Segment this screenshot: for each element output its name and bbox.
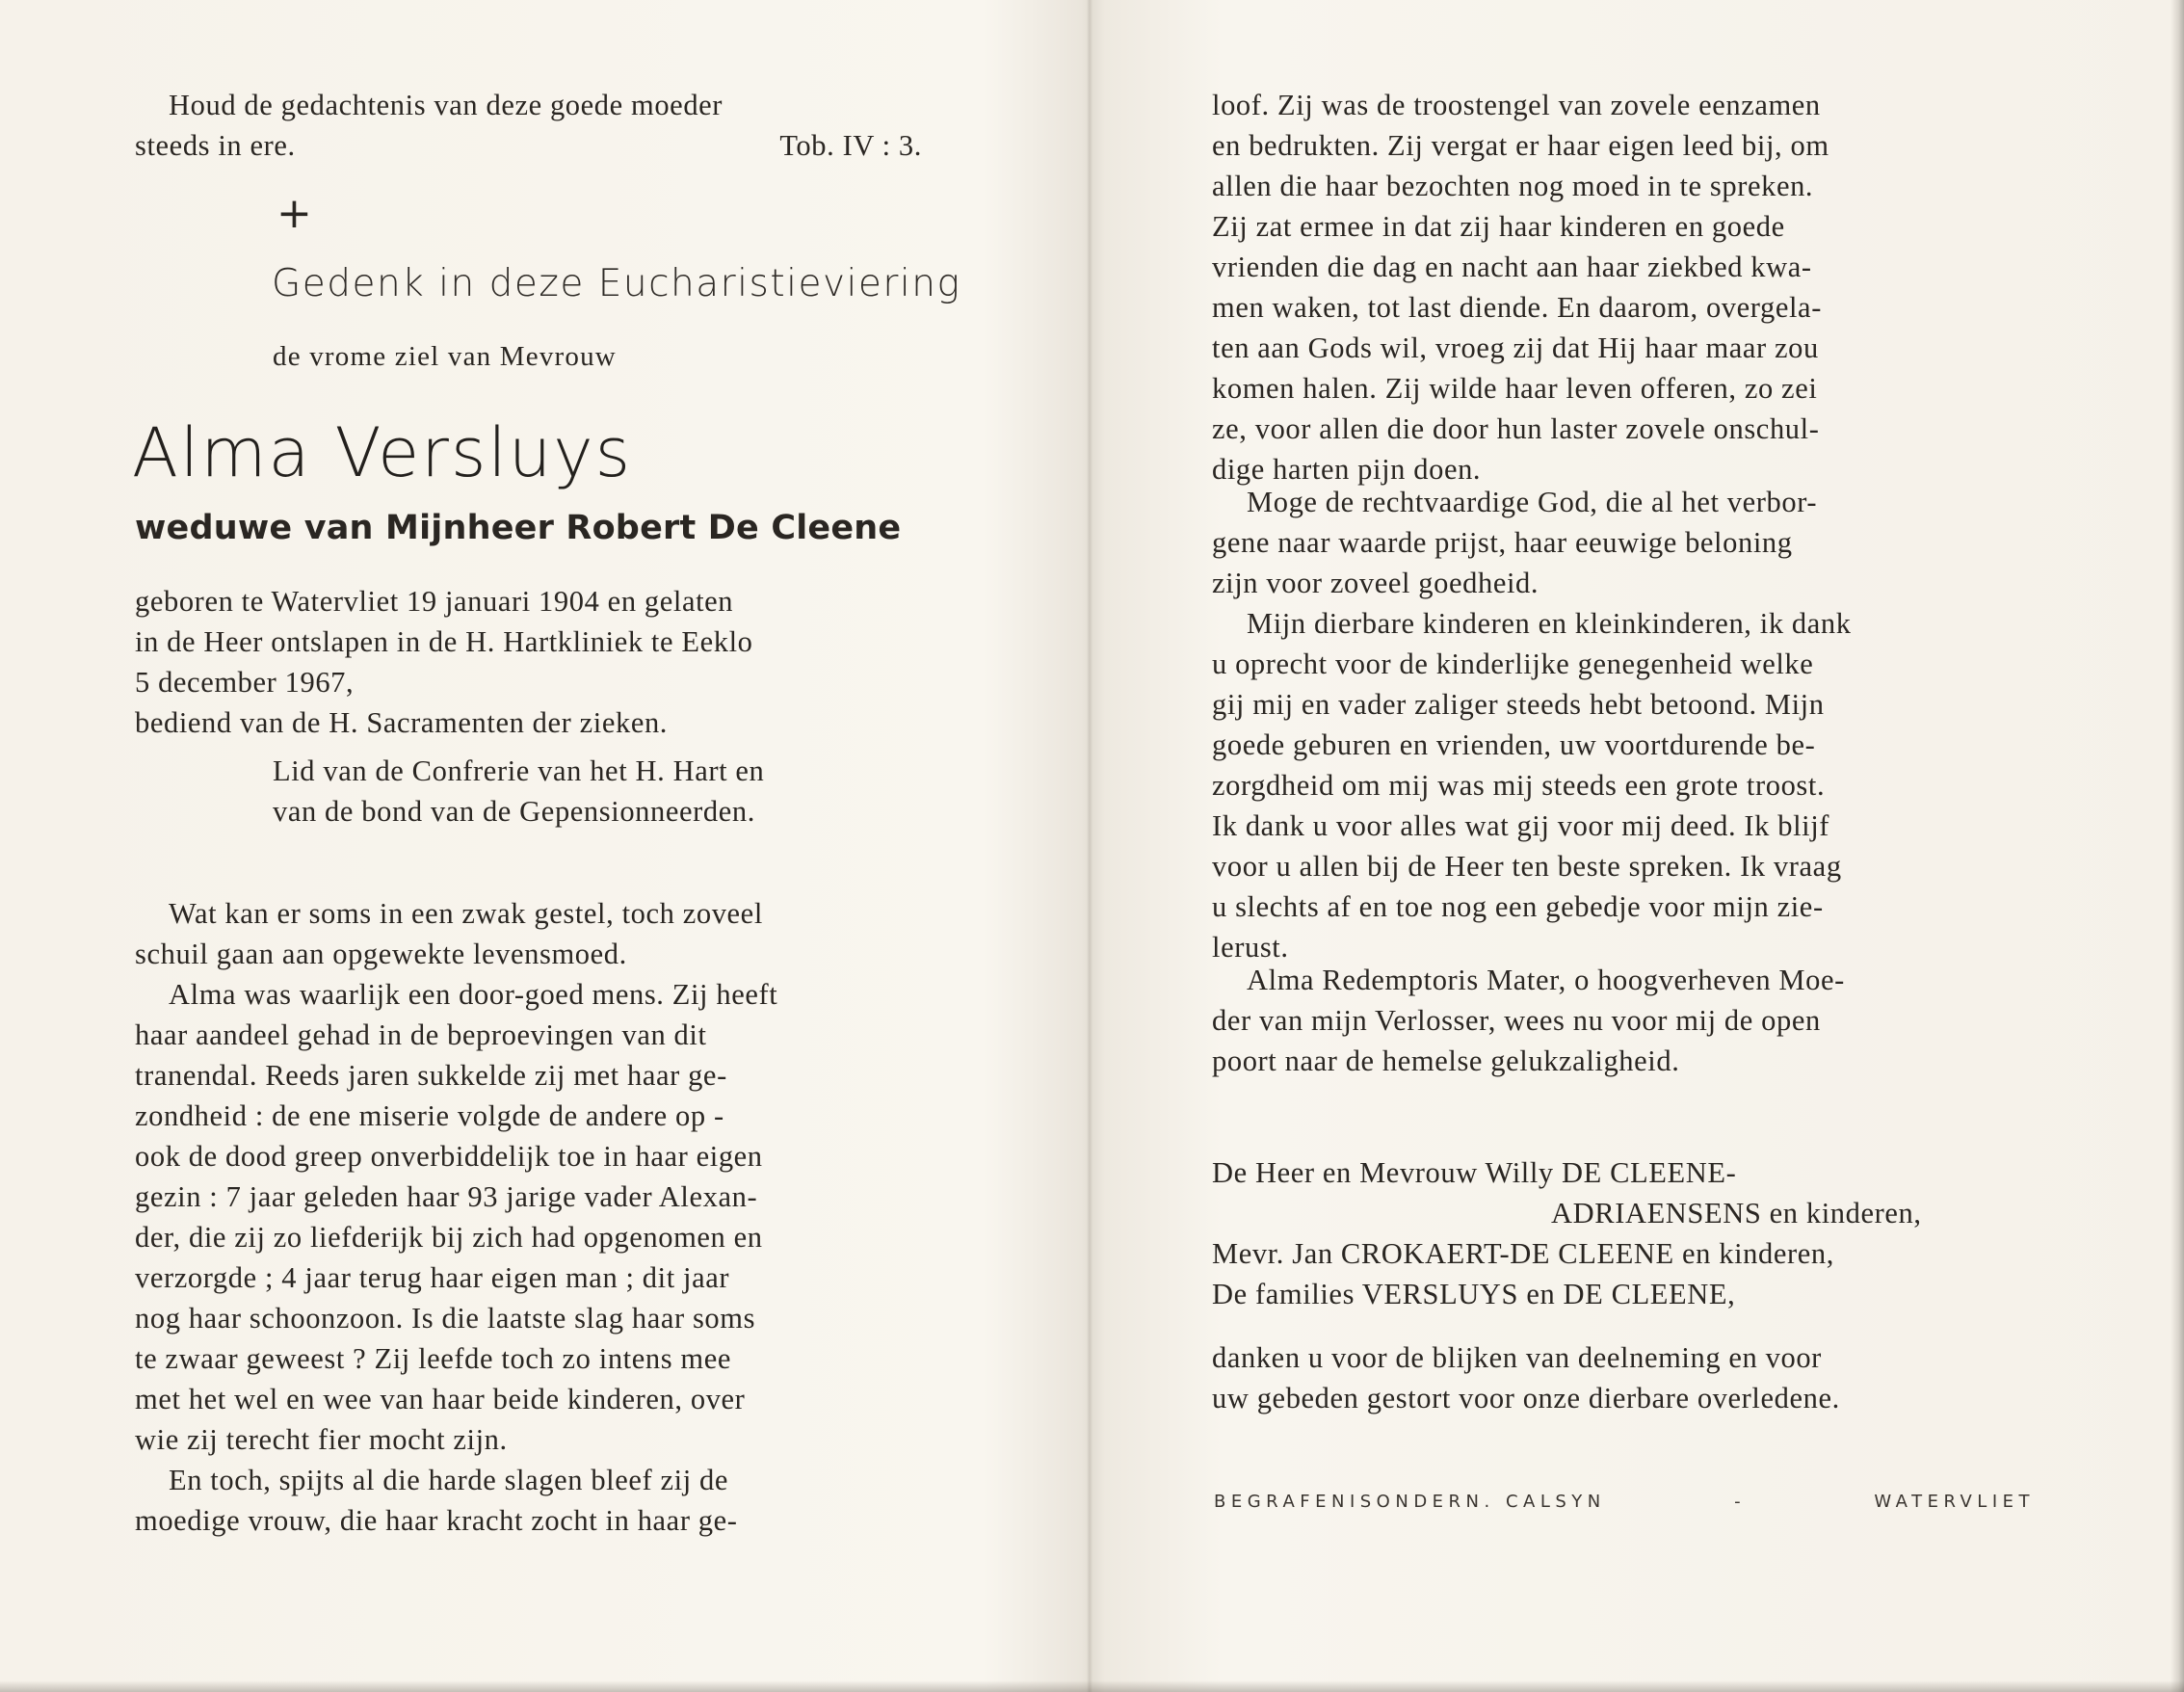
body-line-14: wie zij terecht fier mocht zijn. [135,1423,508,1456]
right-body-line-24: der van mijn Verlosser, wees nu voor mij de open [1212,1004,1821,1037]
right-body-line-19: Ik dank u voor alles wat gij voor mij deed. Ik blijf [1212,809,1830,842]
membership-line-1: Lid van de Confrerie van het H. Hart en [273,754,765,787]
right-body-line-17: goede geburen en vrienden, uw voortdurende be- [1212,728,1816,761]
deceased-name: Alma Versluys [132,413,633,492]
thanks-line-1: danken u voor de blijken van deelneming en voor [1212,1341,1822,1374]
body-line-8: gezin : 7 jaar geleden haar 93 jarige vader Alexan- [135,1180,758,1213]
right-body-line-11: Moge de rechtvaardige God, die al het verbor- [1247,486,1818,518]
heading-gedenk: Gedenk in deze Eucharistieviering [272,262,961,305]
scripture-reference: Tob. IV : 3. [779,129,922,162]
family-line-4: De families VERSLUYS en DE CLEENE, [1212,1278,1736,1310]
body-line-9: der, die zij zo liefderijk bij zich had opgenomen en [135,1221,763,1254]
widow-line: weduwe van Mijnheer Robert De Cleene [135,509,902,547]
right-body-line-1: loof. Zij was de troostengel van zovele eenzamen [1212,89,1821,121]
printer-separator: - [1734,1492,1747,1512]
right-body-line-5: vrienden die dag en nacht aan haar ziekbed kwa- [1212,251,1812,283]
right-body-line-4: Zij zat ermee in dat zij haar kinderen en goede [1212,210,1785,243]
epigraph-text: Houd de gedachtenis van deze goede moeder [169,89,724,121]
cross-icon: + [276,189,312,238]
subheading: de vrome ziel van Mevrouw [273,341,617,372]
right-body-line-14: Mijn dierbare kinderen en kleinkinderen, ik dank [1247,607,1852,640]
epigraph-line-2 [135,125,922,166]
body-line-12: te zwaar geweest ? Zij leefde toch zo intens mee [135,1342,732,1375]
body-line-2: schuil gaan aan opgewekte levensmoed. [135,938,627,970]
body-line-6: zondheid : de ene miserie volgde de andere op - [135,1099,724,1132]
right-body-line-6: men waken, tot last diende. En daarom, overgela- [1212,291,1822,324]
right-body-line-7: ten aan Gods wil, vroeg zij dat Hij haar maar zou [1212,331,1819,364]
right-body-line-10: dige harten pijn doen. [1212,453,1482,486]
right-page [1092,0,2184,1692]
body-line-16: moedige vrouw, die haar kracht zocht in haar ge- [135,1504,738,1537]
right-body-line-9: ze, voor allen die door hun laster zovele onschul- [1212,412,1820,445]
printer-imprint [1214,1492,2035,1512]
right-body-line-12: gene naar waarde prijst, haar eeuwige beloning [1212,526,1793,559]
membership-line-2: van de bond van de Gepensionneerden. [273,795,755,828]
body-line-7: ook de dood greep onverbiddelijk toe in haar eigen [135,1140,763,1173]
body-line-3: Alma was waarlijk een door-goed mens. Zij heeft [169,978,778,1011]
birth-line-3: 5 december 1967, [135,666,355,699]
birth-line-4: bediend van de H. Sacramenten der zieken. [135,706,669,739]
right-body-line-18: zorgdheid om mij was mij steeds een grote troost. [1212,769,1826,802]
right-body-line-2: en bedrukten. Zij vergat er haar eigen leed bij, om [1212,129,1829,162]
right-body-line-23: Alma Redemptoris Mater, o hoogverheven Moe- [1247,964,1845,996]
right-body-line-25: poort naar de hemelse gelukzaligheid. [1212,1044,1680,1077]
right-body-line-22: lerust. [1212,931,1289,964]
printer-name: BEGRAFENISONDERN. CALSYN [1214,1492,1606,1512]
right-body-line-3: allen die haar bezochten nog moed in te spreken. [1212,170,1814,202]
printer-place: WATERVLIET [1874,1492,2035,1512]
body-line-1: Wat kan er soms in een zwak gestel, toch zoveel [169,897,763,930]
right-body-line-15: u oprecht voor de kinderlijke genegenheid welke [1212,648,1814,680]
body-line-10: verzorgde ; 4 jaar terug haar eigen man ; dit jaar [135,1261,730,1294]
right-body-line-20: voor u allen bij de Heer ten beste spreken. Ik vraag [1212,850,1842,883]
family-line-2: ADRIAENSENS en kinderen, [1551,1197,1922,1229]
body-line-15: En toch, spijts al die harde slagen bleef zij de [169,1464,729,1496]
epigraph-line-1 [169,85,960,125]
birth-line-2: in de Heer ontslapen in de H. Hartkliniek te Eeklo [135,625,753,658]
family-line-1: De Heer en Mevrouw Willy DE CLEENE- [1212,1156,1737,1189]
body-line-11: nog haar schoonzoon. Is die laatste slag haar soms [135,1302,756,1335]
thanks-line-2: uw gebeden gestort voor onze dierbare overledene. [1212,1382,1840,1414]
birth-line-1: geboren te Watervliet 19 januari 1904 en gelaten [135,585,734,618]
body-line-4: haar aandeel gehad in de beproevingen van dit [135,1018,707,1051]
right-body-line-21: u slechts af en toe nog een gebedje voor mijn zie- [1212,890,1824,923]
right-body-line-16: gij mij en vader zaliger steeds hebt betoond. Mijn [1212,688,1825,721]
epigraph-text-end: steeds in ere. [135,129,296,162]
right-body-line-13: zijn voor zoveel goedheid. [1212,567,1539,599]
left-page [0,0,1089,1692]
body-line-13: met het wel en wee van haar beide kinderen, over [135,1383,746,1415]
right-body-line-8: komen halen. Zij wilde haar leven offeren, zo zei [1212,372,1818,405]
family-line-3: Mevr. Jan CROKAERT-DE CLEENE en kinderen, [1212,1237,1834,1270]
body-line-5: tranendal. Reeds jaren sukkelde zij met haar ge- [135,1059,727,1092]
